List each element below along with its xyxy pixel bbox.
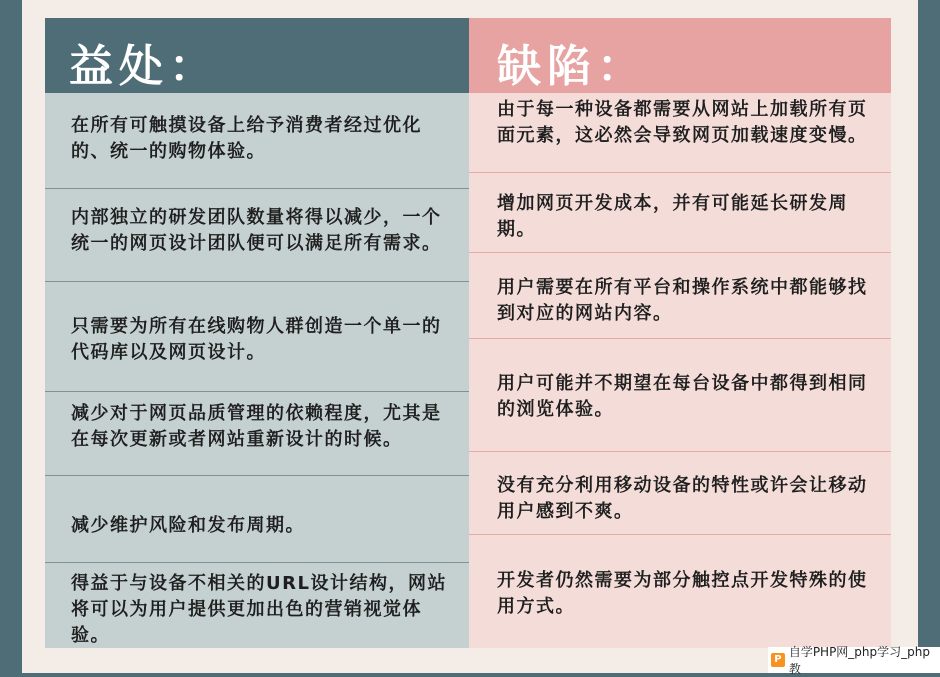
drawback-item: 开发者仍然需要为部分触控点开发特殊的使用方式。 (497, 570, 868, 617)
divider (45, 188, 469, 189)
drawback-item: 用户可能并不期望在每台设备中都得到相同的浏览体验。 (497, 373, 868, 420)
drawback-item: 没有充分利用移动设备的特性或许会让移动用户感到不爽。 (497, 475, 868, 522)
divider (469, 534, 891, 535)
benefits-title: 益处： (69, 41, 219, 92)
benefit-item: 只需要为所有在线购物人群创造一个单一的代码库以及网页设计。 (71, 316, 442, 363)
divider (469, 338, 891, 339)
divider (469, 252, 891, 253)
benefit-item: 内部独立的研发团队数量将得以减少，一个统一的网页设计团队便可以满足所有需求。 (71, 207, 442, 254)
drawbacks-column (469, 18, 891, 648)
divider (45, 475, 469, 476)
watermark-text: 自学PHP网_php学习_php教 (788, 645, 930, 676)
drawback-item: 由于每一种设备都需要从网站上加载所有页面元素，这必然会导致网页加载速度变慢。 (497, 99, 868, 146)
drawbacks-title: 缺陷： (497, 41, 647, 92)
benefit-item: 在所有可触摸设备上给予消费者经过优化的、统一的购物体验。 (71, 115, 422, 162)
benefit-item: 减少维护风险和发布周期。 (71, 515, 305, 536)
watermark (768, 645, 940, 676)
benefit-item: 减少对于网页品质管理的依赖程度，尤其是在每次更新或者网站重新设计的时候。 (71, 403, 442, 450)
divider (45, 391, 469, 392)
drawback-item: 增加网页开发成本，并有可能延长研发周期。 (497, 193, 848, 240)
drawback-item: 用户需要在所有平台和操作系统中都能够找到对应的网站内容。 (497, 277, 868, 324)
drawbacks-header (469, 18, 891, 93)
benefit-item: 得益于与设备不相关的URL设计结构，网站将可以为用户提供更加出色的营销视觉体验。 (71, 573, 447, 646)
divider (45, 562, 469, 563)
divider (469, 451, 891, 452)
benefits-column (45, 18, 469, 648)
benefits-header (45, 18, 469, 93)
php-logo-icon: P (771, 653, 785, 667)
divider (469, 172, 891, 173)
divider (45, 281, 469, 282)
